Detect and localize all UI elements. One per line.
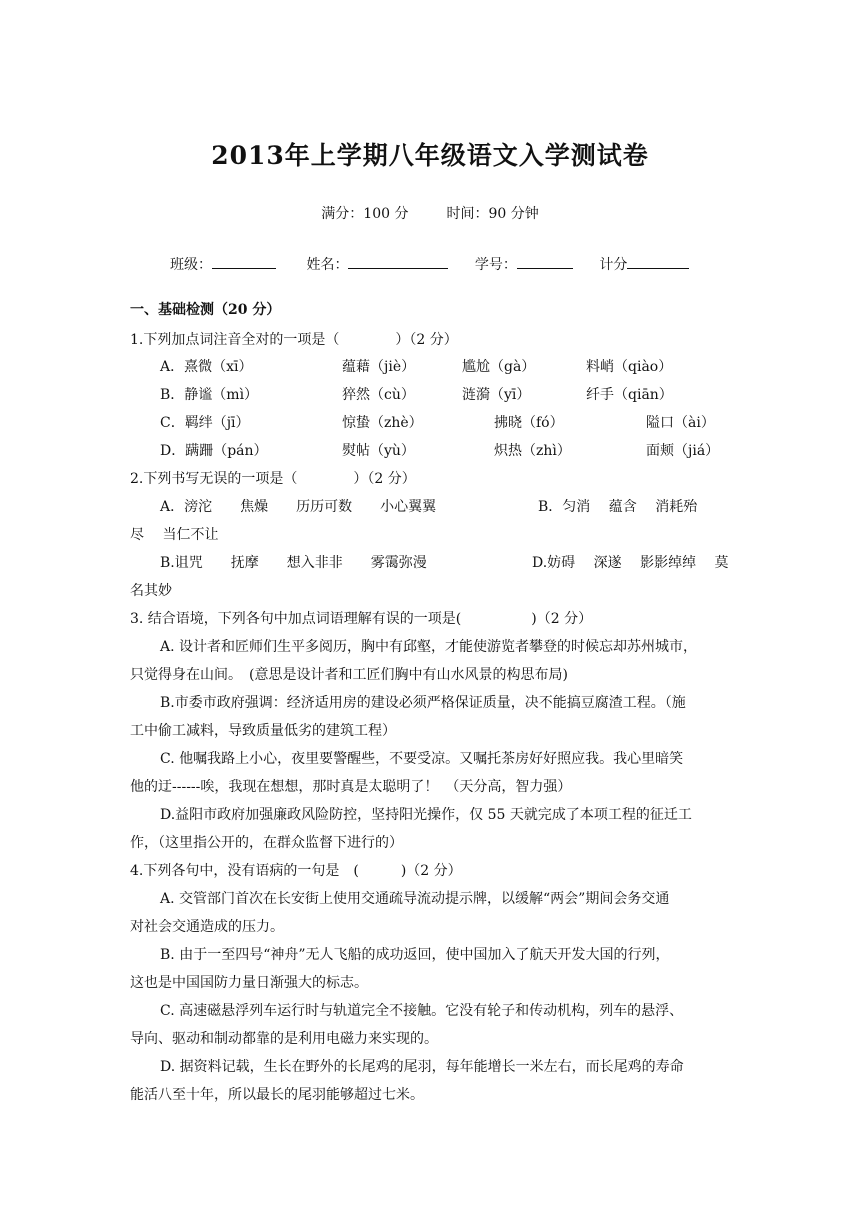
q3-option-d-cont: 作，（这里指公开的，在群众监督下进行的）: [130, 835, 403, 851]
q1-option-a: A．熹微（xī） 蕴藉（jiè） 尴尬（gà） 料峭（qiào）: [160, 359, 673, 375]
student-info: [170, 254, 711, 274]
q3-option-c-cont: 他的迂------唉，我现在想想，那时真是太聪明了！ （天分高，智力强）: [130, 779, 572, 795]
question-2-stem: 2.下列书写无误的一项是（ ）（2 分）: [130, 471, 416, 487]
class-blank[interactable]: [212, 254, 276, 269]
number-label: 学号：: [474, 257, 517, 273]
q2-option-c: B.诅咒 抚摩 想入非非 雾霭弥漫 D.妨碍 深遂 影影绰绰 莫: [160, 555, 729, 571]
q4-option-d-cont: 能活八至十年，所以最长的尾羽能够超过七米。: [130, 1087, 424, 1103]
q1-option-c: C．羁绊（jī） 惊蛰（zhè） 拂晓（fó） 隘口（ài）: [160, 415, 715, 431]
q4-option-a: A. 交管部门首次在长安街上使用交通疏导流动提示牌，以缓解“两会”期间会务交通: [160, 891, 670, 907]
section-heading: 一、基础检测（20 分）: [130, 302, 281, 318]
q4-option-d: D. 据资料记载，生长在野外的长尾鸡的尾羽，每年能增长一米左右，而长尾鸡的寿命: [160, 1059, 684, 1075]
q1-option-d: D．蹒跚（pán） 熨帖（yù） 炽热（zhì） 面颊（jiá）: [160, 443, 720, 459]
q4-option-a-cont: 对社会交通造成的压力。: [130, 919, 284, 935]
q3-option-b-cont: 工中偷工减料，导致质量低劣的建筑工程）: [130, 723, 396, 739]
total-blank[interactable]: [627, 254, 689, 269]
total-label: 计分: [599, 257, 628, 273]
q2-option-a: A．滂沱 焦燥 历历可数 小心翼翼 B．匀消 蕴含 消耗殆: [160, 499, 698, 515]
q4-option-c-cont: 导向、驱动和制动都靠的是利用电磁力来实现的。: [130, 1031, 438, 1047]
question-3-stem: 3. 结合语境，下列各句中加点词语理解有误的一项是( )（2 分）: [130, 611, 593, 627]
page-title: 2013年上学期八年级语文入学测试卷: [211, 141, 649, 170]
exam-meta: [0, 203, 860, 223]
name-blank[interactable]: [348, 254, 448, 269]
q4-option-b: B. 由于一至四号“神舟”无人飞船的成功返回，使中国加入了航天开发大国的行列，: [160, 947, 670, 963]
class-label: 班级：: [170, 257, 212, 273]
name-label: 姓名：: [306, 257, 349, 273]
q4-option-b-cont: 这也是中国国防力量日渐强大的标志。: [130, 975, 368, 991]
q3-option-d: D.益阳市政府加强廉政风险防控，坚持阳光操作，仅 55 天就完成了本项工程的征迁工: [160, 807, 692, 823]
q3-option-a-cont: 只觉得身在山间。 (意思是设计者和工匠们胸中有山水风景的构思布局): [130, 667, 568, 683]
number-blank[interactable]: [517, 254, 573, 269]
question-1-stem: 1.下列加点词注音全对的一项是（ ）（2 分）: [130, 332, 458, 348]
q3-option-a: A. 设计者和匠师们生平多阅历，胸中有邱壑，才能使游览者攀登的时候忘却苏州城市，: [160, 639, 698, 655]
q1-option-b: B．静谧（mì） 猝然（cù） 涟漪（yī） 纤手（qiān）: [160, 387, 673, 403]
q3-option-c: C. 他嘱我路上小心，夜里要警醒些，不要受凉。又嘱托茶房好好照应我。我心里暗笑: [160, 751, 684, 767]
q2-option-d-cont: 名其妙: [130, 583, 172, 599]
q3-option-b: B.市委市政府强调：经济适用房的建设必须严格保证质量，决不能搞豆腐渣工程。（施: [160, 695, 686, 711]
q2-option-b-cont: 尽 当仁不让: [130, 527, 219, 543]
question-4-stem: 4.下列各句中，没有语病的一句是 ( )（2 分）: [130, 863, 462, 879]
full-score: 满分：100 分: [321, 206, 409, 222]
exam-time: 时间：90 分钟: [446, 206, 539, 222]
q4-option-c: C. 高速磁悬浮列车运行时与轨道完全不接触。它没有轮子和传动机构，列车的悬浮、: [160, 1003, 684, 1019]
